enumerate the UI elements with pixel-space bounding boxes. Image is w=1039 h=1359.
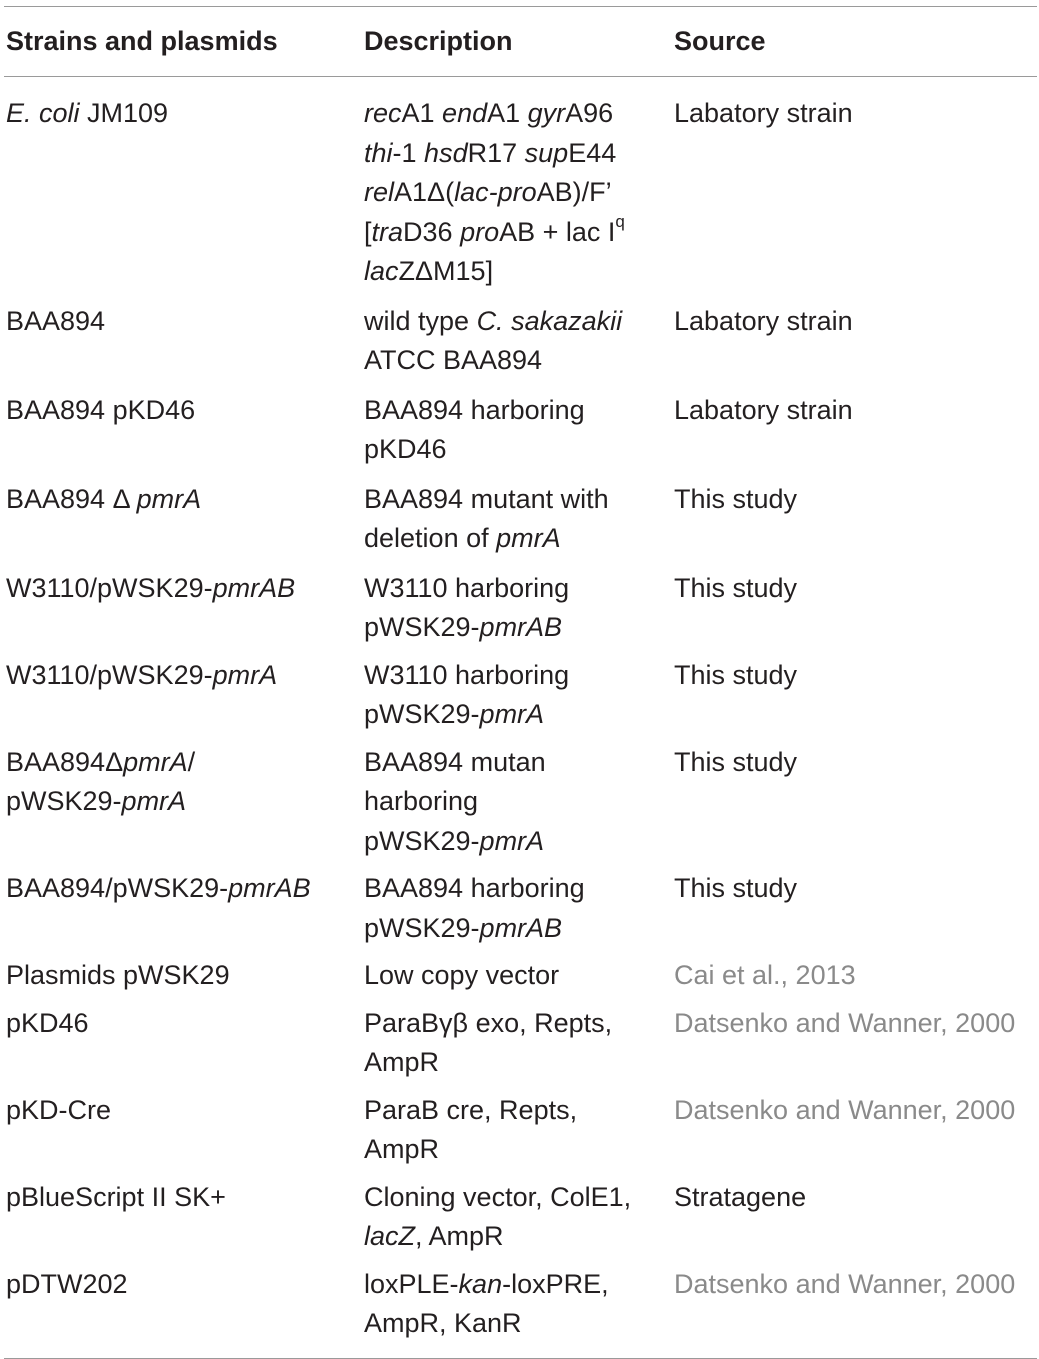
description-line: recA1 endA1 gyrA96: [364, 98, 614, 128]
description-line: lacZΔM15]: [364, 256, 494, 286]
description-line: Low copy vector: [364, 960, 560, 990]
description-line: ATCC BAA894: [364, 345, 543, 375]
table-row: [4, 648, 1037, 735]
strain-name: pBlueScript II SK+: [6, 1181, 226, 1212]
description-line: [traD36 proAB + lac $I^q$: [364, 211, 625, 247]
table-row: [4, 292, 1037, 381]
table-row: [4, 559, 1037, 648]
table-header: [4, 7, 1037, 77]
strain-description: [362, 1091, 672, 1170]
strain-name: Plasmids pWSK29: [6, 960, 230, 990]
strain-description: [362, 1265, 672, 1344]
table-row: [4, 1257, 1037, 1358]
header-strains: Strains and plasmids: [6, 26, 278, 56]
table-row: [4, 1083, 1037, 1170]
strain-name: BAA894 pKD46: [6, 394, 196, 425]
header-source: Source: [674, 26, 766, 56]
table-row: [4, 996, 1037, 1083]
source-citation-link[interactable]: Datsenko and Wanner, 2000: [674, 1094, 1016, 1125]
strain-name: BAA894ΔpmrA/ pWSK29-pmrA: [6, 746, 196, 816]
description-line: W3110 harboring: [364, 572, 570, 603]
source-citation-link[interactable]: Datsenko and Wanner, 2000: [674, 1268, 1016, 1299]
strain-name: BAA894 Δ pmrA: [6, 483, 202, 514]
strain-description: [362, 656, 672, 735]
description-line: BAA894 harboring: [364, 394, 585, 425]
strain-description: [362, 1178, 672, 1257]
strain-name: BAA894/pWSK29-pmrAB: [6, 873, 311, 903]
description-line: thi-1 hsdR17 supE44: [364, 137, 617, 168]
table-row: [4, 1170, 1037, 1257]
table-body: [4, 77, 1037, 1358]
table-row: [4, 77, 1037, 292]
table-row: [4, 470, 1037, 559]
table-row: [4, 861, 1037, 948]
strain-description: [362, 480, 672, 559]
strain-description: [362, 569, 672, 648]
strain-source: This study: [674, 659, 798, 690]
header-description: Description: [364, 26, 513, 56]
description-line: pWSK29-pmrA: [364, 825, 545, 856]
description-line: BAA894 harboring: [364, 873, 585, 903]
description-line: ParaBγβ exo, Repts,: [364, 1007, 613, 1038]
strain-name: BAA894: [6, 305, 106, 336]
strains-table: [4, 6, 1037, 1359]
description-line: relA1Δ(lac-proAB)/F’: [364, 177, 612, 207]
table-row: [4, 735, 1037, 862]
strain-source: This study: [674, 483, 798, 514]
description-line: loxPLE-kan-loxPRE,: [364, 1268, 609, 1299]
strain-source: Labatory strain: [674, 98, 853, 128]
strain-source: Stratagene: [674, 1181, 807, 1212]
description-line: deletion of pmrA: [364, 523, 561, 553]
description-line: lacZ, AmpR: [364, 1221, 504, 1251]
source-citation-link[interactable]: Cai et al., 2013: [674, 960, 856, 990]
description-line: pWSK29-pmrAB: [364, 912, 563, 943]
strain-source: This study: [674, 746, 798, 777]
strain-description: [362, 302, 672, 381]
strain-description: [362, 956, 672, 996]
description-line: wild type C. sakazakii: [364, 305, 623, 336]
strain-description: [362, 94, 672, 292]
description-line: W3110 harboring: [364, 659, 570, 690]
strain-description: [362, 391, 672, 470]
description-line: AmpR, KanR: [364, 1308, 522, 1338]
strain-name: pDTW202: [6, 1268, 128, 1299]
strain-name: pKD46: [6, 1007, 89, 1038]
description-line: AmpR: [364, 1134, 440, 1164]
strain-name: pKD-Cre: [6, 1094, 112, 1125]
strain-description: [362, 743, 672, 862]
strain-description: [362, 869, 672, 948]
strain-name: W3110/pWSK29-pmrAB: [6, 572, 296, 603]
description-line: AmpR: [364, 1047, 440, 1077]
description-line: ParaB cre, Repts,: [364, 1094, 578, 1125]
source-citation-link[interactable]: Datsenko and Wanner, 2000: [674, 1007, 1016, 1038]
strain-source: Labatory strain: [674, 305, 853, 336]
description-line: Cloning vector, ColE1,: [364, 1181, 632, 1212]
description-line: pKD46: [364, 434, 447, 464]
description-line: BAA894 mutan: [364, 746, 546, 777]
table-row: [4, 381, 1037, 470]
description-line: pWSK29-pmrA: [364, 699, 545, 729]
strain-source: This study: [674, 572, 798, 603]
strain-name: E. coli JM109: [6, 98, 169, 128]
strain-name: W3110/pWSK29-pmrA: [6, 659, 278, 690]
table-row: [4, 948, 1037, 996]
strain-description: [362, 1004, 672, 1083]
description-line: BAA894 mutant with: [364, 483, 609, 514]
strain-source: This study: [674, 873, 798, 903]
strain-source: Labatory strain: [674, 394, 853, 425]
description-line: harboring: [364, 786, 479, 816]
description-line: pWSK29-pmrAB: [364, 612, 563, 642]
